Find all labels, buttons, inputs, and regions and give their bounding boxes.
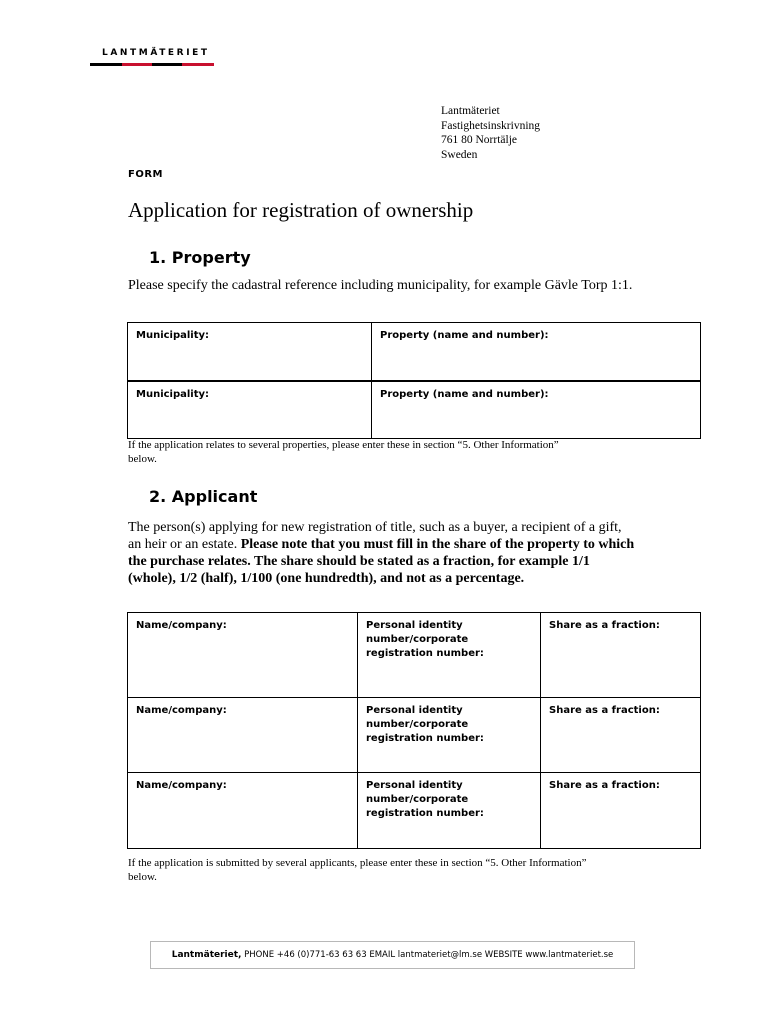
table-row: [128, 698, 701, 773]
footer-org: Lantmäteriet,: [171, 950, 242, 960]
table-row: [128, 323, 701, 381]
section-heading-property: 1. Property: [149, 248, 251, 267]
table-row: [128, 613, 701, 698]
applicant-instructions-text: The person(s) applying for new registration of title, such as a buyer, a recipient of a gift, an heir or an estate.: [128, 520, 622, 552]
field-label: Share as a fraction:: [549, 705, 660, 716]
share-fraction-field[interactable]: [541, 613, 701, 698]
section-heading-applicant: 2. Applicant: [149, 487, 258, 506]
table-row: [128, 773, 701, 849]
field-label: Municipality:: [136, 388, 210, 400]
applicant-instructions: [128, 519, 638, 587]
recipient-address: [441, 104, 540, 162]
field-label: Personal identity number/corporate registration number:: [366, 780, 484, 819]
name-company-field[interactable]: [128, 773, 358, 849]
property-field[interactable]: [372, 323, 701, 381]
logo-bar-3: [152, 63, 182, 66]
property-note: If the application relates to several properties, please enter these in section “5. Other Information” below.: [128, 439, 559, 465]
lantmateriet-logo: [90, 48, 214, 70]
logo-bar-2: [122, 63, 152, 66]
field-label: Share as a fraction:: [549, 620, 660, 631]
name-company-field[interactable]: [128, 613, 358, 698]
field-label: Property (name and number):: [380, 330, 549, 341]
field-label: Personal identity number/corporate registration number:: [366, 705, 484, 744]
applicant-note: If the application is submitted by several applicants, please enter these in section “5. Other Information” below.: [128, 857, 587, 883]
identity-number-field[interactable]: [358, 613, 541, 698]
property-field[interactable]: [372, 381, 701, 439]
applicant-instructions-emphasis: Please note that you must fill in the share of the property to which the purchase relates. The share should be stated as a fraction, for example 1/1 (whole), 1/2 (half), 1/100 (one hundredth), and not as a percentage.: [128, 537, 635, 586]
document-title: Application for registration of ownership: [128, 198, 474, 222]
page-footer: [150, 941, 635, 969]
address-line: Lantmäteriet: [441, 105, 500, 117]
applicant-table: [127, 612, 701, 849]
table-row: [128, 381, 701, 439]
field-label: Property (name and number):: [380, 388, 549, 400]
logo-wordmark: LANTMÄTERIET: [102, 48, 210, 58]
address-line: 761 80 Norrtälje: [441, 134, 518, 146]
field-label: Municipality:: [136, 330, 210, 341]
identity-number-field[interactable]: [358, 773, 541, 849]
property-instructions: Please specify the cadastral reference including municipality, for example Gävle Torp 1:1.: [128, 278, 633, 293]
name-company-field[interactable]: [128, 698, 358, 773]
field-label: Name/company:: [136, 620, 227, 631]
identity-number-field[interactable]: [358, 698, 541, 773]
share-fraction-field[interactable]: [541, 698, 701, 773]
address-line: Sweden: [441, 148, 478, 161]
field-label: Name/company:: [136, 705, 227, 716]
address-line: Fastighetsinskrivning: [441, 119, 541, 132]
field-label: Personal identity number/corporate registration number:: [366, 620, 484, 659]
property-table: [127, 322, 701, 439]
logo-bar-4: [182, 63, 214, 66]
share-fraction-field[interactable]: [541, 773, 701, 849]
footer-contact: PHONE +46 (0)771-63 63 63 EMAIL lantmateriet@lm.se WEBSITE www.lantmateriet.se: [241, 950, 614, 960]
municipality-field[interactable]: [128, 323, 372, 381]
field-label: Name/company:: [136, 780, 227, 791]
municipality-field[interactable]: [128, 381, 372, 439]
form-label: FORM: [128, 169, 163, 180]
logo-bar-1: [90, 63, 122, 66]
field-label: Share as a fraction:: [549, 780, 660, 791]
